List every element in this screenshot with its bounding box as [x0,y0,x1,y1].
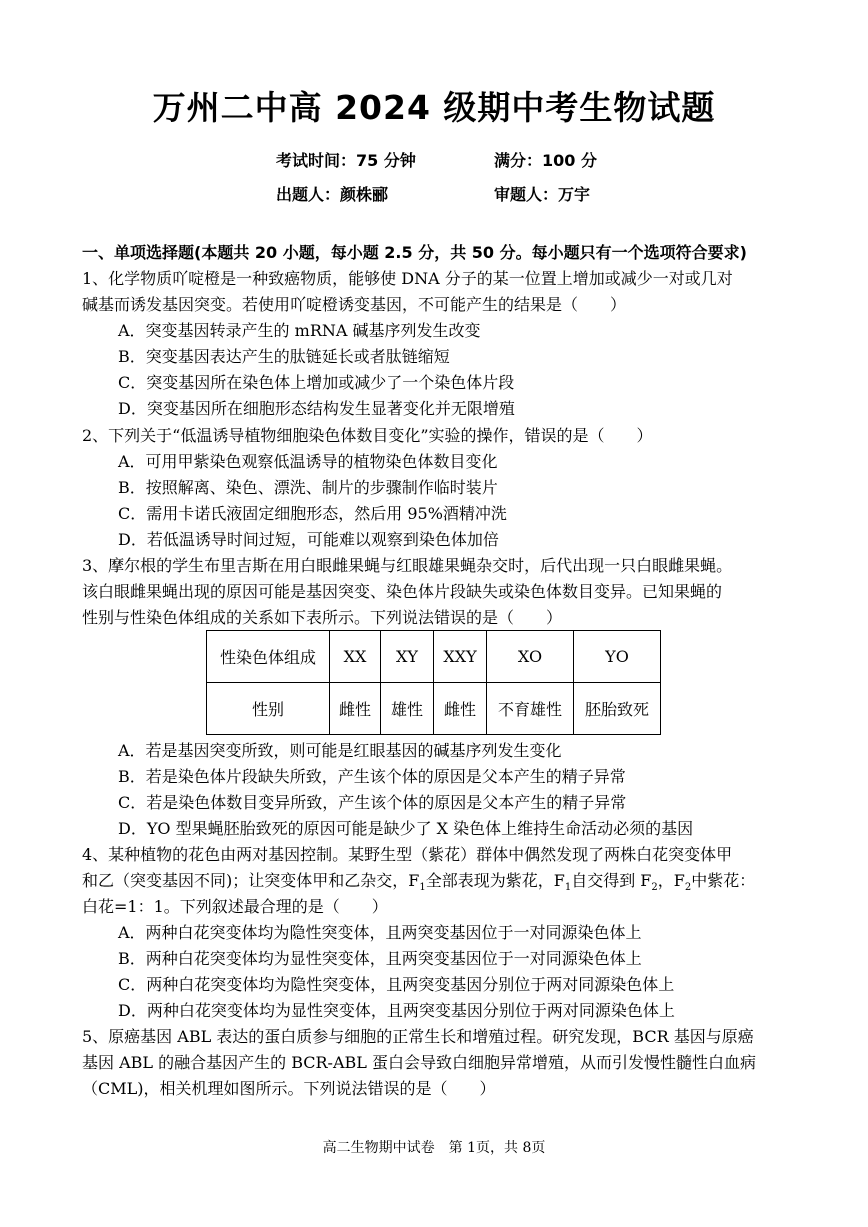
subscript: 1 [419,882,426,894]
q4-option-a: A．两种白花突变体均为隐性突变体，且两突变基因位于一对同源染色体上 [118,923,642,942]
q5-stem-line-2: 基因 ABL 的融合基因产生的 BCR-ABL 蛋白会导致白细胞异常增殖，从而引发慢性髓性白血病 [82,1053,756,1072]
table-row [207,683,661,735]
q4-option-b: B．两种白花突变体均为显性突变体，且两突变基因位于一对同源染色体上 [118,949,642,968]
subscript: 1 [564,882,572,894]
exam-title: 万州二中高 2024 级期中考生物试题 [152,88,716,127]
q3-option-b: B．若是染色体片段缺失所致，产生该个体的原因是父本产生的精子异常 [118,767,626,786]
exam-time: 考试时间：75 分钟 [276,151,416,170]
table-cell: 不育雄性 [487,683,574,735]
q4-text: 和乙（突变基因不同)；让突变体甲和乙杂交，F [82,871,420,890]
q3-stem-line-1: 3、摩尔根的学生布里吉斯在用白眼雌果蝇与红眼雄果蝇杂交时，后代出现一只白眼雌果蝇。 [82,556,733,575]
table-cell: 雄性 [381,683,434,735]
full-score: 满分：100 分 [494,151,597,170]
table-row [207,631,661,683]
q3-stem-line-3: 性别与性染色体组成的关系如下表所示。下列说法错误的是（ ） [82,608,563,627]
page-footer: 高二生物期中试卷 第 1页，共 8页 [322,1140,546,1156]
subscript: 2 [651,882,658,894]
q2-option-a: A．可用甲紫染色观察低温诱导的植物染色体数目变化 [118,452,498,471]
table-cell: XXY [434,631,487,683]
q4-stem-line-2 [82,868,755,893]
subscript: 2 [684,882,692,894]
q2-stem-line-1: 2、下列关于“低温诱导植物细胞染色体数目变化”实验的操作，错误的是（ ） [82,426,653,445]
table-cell: 雌性 [434,683,487,735]
table-cell: XY [381,631,434,683]
table-cell: XX [330,631,381,683]
q4-text: ，F [657,871,685,890]
q2-option-b: B．按照解离、染色、漂洗、制片的步骤制作临时装片 [118,478,498,497]
q5-stem-line-3: （CML)，相关机理如图所示。下列说法错误的是（ ） [82,1079,496,1098]
q2-option-d: D．若低温诱导时间过短，可能难以观察到染色体加倍 [118,530,499,549]
q4-text: 全部表现为紫花，F [425,871,565,890]
section-heading: 一、单项选择题(本题共 20 小题，每小题 2.5 分，共 50 分。每小题只有一个选项符合要求) [82,243,747,262]
q4-stem-line-1: 4、某种植物的花色由两对基因控制。某野生型（紫花）群体中偶然发现了两株白花突变体甲 [82,845,733,864]
q3-option-d: D．YO 型果蝇胚胎致死的原因可能是缺少了 X 染色体上维持生命活动必须的基因 [118,819,694,838]
sex-chromosome-table [206,630,661,735]
q3-stem-line-2: 该白眼雌果蝇出现的原因可能是基因突变、染色体片段缺失或染色体数目变异。已知果蝇的 [82,582,723,601]
table-header-cell: 性别 [207,683,330,735]
q4-option-d: D．两种白花突变体均为显性突变体，且两突变基因分别位于两对同源染色体上 [118,1001,675,1020]
q1-stem-line-2: 碱基而诱发基因突变。若使用吖啶橙诱变基因，不可能产生的结果是（ ） [82,295,627,314]
q1-stem-line-1: 1、化学物质吖啶橙是一种致癌物质，能够使 DNA 分子的某一位置上增加或减少一对或几对 [82,269,733,288]
q1-option-d: D．突变基因所在细胞形态结构发生显著变化并无限增殖 [118,399,515,418]
question-reviewer: 审题人：万宇 [494,185,591,204]
q4-option-c: C．两种白花突变体均为隐性突变体，且两突变基因分别位于两对同源染色体上 [118,975,675,994]
table-header-cell: 性染色体组成 [207,631,330,683]
q2-option-c: C．需用卡诺氏液固定细胞形态，然后用 95%酒精冲洗 [118,504,507,523]
q4-stem-line-3: 白花=1：1。下列叙述最合理的是（ ） [82,897,388,916]
question-setter: 出题人：颜株郦 [276,185,389,204]
table-cell: 胚胎致死 [574,683,661,735]
q3-option-c: C．若是染色体数目变异所致，产生该个体的原因是父本产生的精子异常 [118,793,627,812]
q1-option-c: C．突变基因所在染色体上增加或减少了一个染色体片段 [118,373,515,392]
table-cell: XO [487,631,574,683]
table-cell: YO [574,631,661,683]
q4-text: 自交得到 F [571,871,652,890]
q1-option-b: B．突变基因表达产生的肽链延长或者肽链缩短 [118,347,450,366]
q1-option-a: A．突变基因转录产生的 mRNA 碱基序列发生改变 [118,321,481,340]
table-cell: 雌性 [330,683,381,735]
q3-option-a: A．若是基因突变所致，则可能是红眼基因的碱基序列发生变化 [118,741,562,760]
q5-stem-line-1: 5、原癌基因 ABL 表达的蛋白质参与细胞的正常生长和增殖过程。研究发现，BCR 基因与原癌 [82,1027,754,1046]
q4-text: 中紫花： [691,871,756,890]
